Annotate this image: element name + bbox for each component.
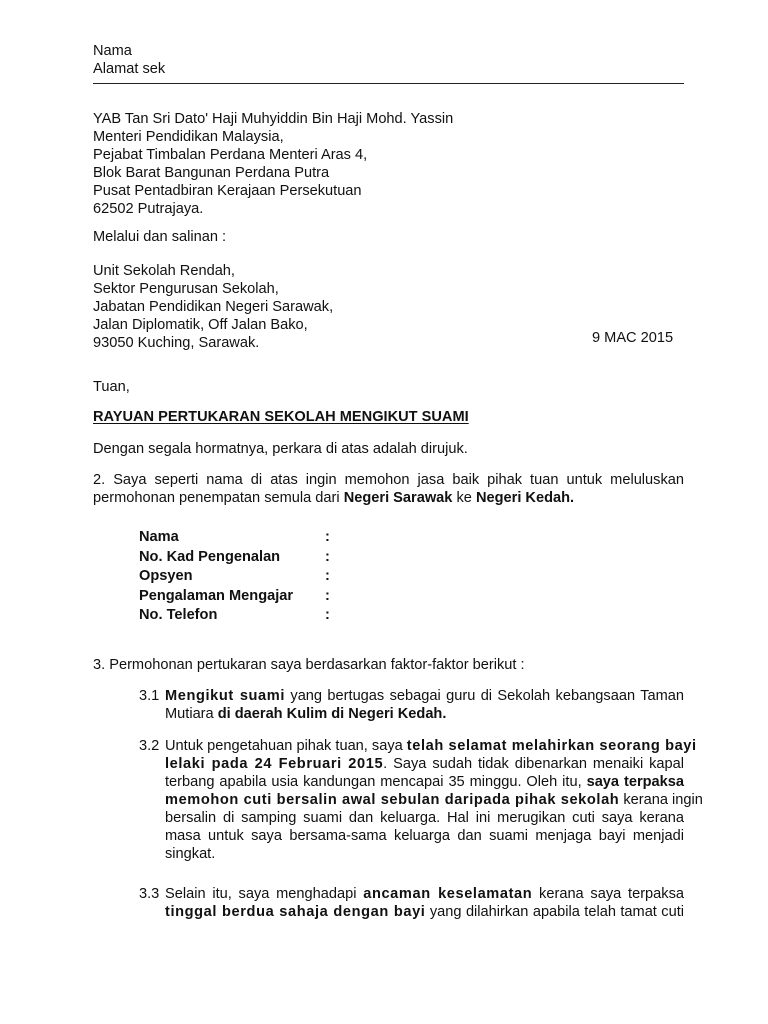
reason-item-3-3 bbox=[139, 885, 684, 921]
item-text: kerana saya terpaksa bbox=[532, 886, 684, 902]
item-body bbox=[165, 687, 684, 723]
item-bold: di daerah Kulim di Negeri Kedah. bbox=[217, 706, 447, 722]
letter-date: 9 MAC 2015 bbox=[592, 330, 674, 346]
salutation: Tuan, bbox=[93, 379, 130, 395]
item-bold: Mengikut suami bbox=[165, 688, 286, 704]
item-text: . Saya sudah tidak dibenarkan menaiki kapal bbox=[383, 756, 684, 772]
recipient-line: Menteri Pendidikan Malaysia, bbox=[93, 129, 284, 145]
copy-to-line: Jabatan Pendidikan Negeri Sarawak, bbox=[93, 299, 334, 315]
item-body bbox=[165, 885, 684, 921]
item-text: Untuk pengetahuan pihak tuan, saya bbox=[165, 738, 407, 754]
detail-label: Opsyen bbox=[139, 568, 193, 584]
to-state: Negeri Kedah. bbox=[475, 490, 575, 506]
detail-label: Nama bbox=[139, 529, 179, 545]
recipient-line: Pejabat Timbalan Perdana Menteri Aras 4, bbox=[93, 147, 368, 163]
item-bold: lelaki pada 24 Februari 2015 bbox=[165, 756, 384, 772]
item-line bbox=[165, 755, 684, 773]
item-bold: saya terpaksa bbox=[586, 774, 684, 790]
item-line bbox=[165, 903, 684, 921]
recipient-address bbox=[93, 110, 453, 218]
para2-text: ke bbox=[452, 490, 476, 506]
item-text: terbang apabila usia kandungan mencapai 35 minggu. Oleh itu, bbox=[165, 774, 587, 790]
item-line bbox=[165, 791, 703, 809]
item-bold: memohon cuti bersalin awal sebulan daripada pihak sekolah bbox=[165, 792, 620, 808]
subject-text: RAYUAN PERTUKARAN SEKOLAH MENGIKUT SUAMI bbox=[93, 409, 469, 425]
item-number: 3.2 bbox=[139, 738, 160, 754]
detail-colon: : bbox=[325, 568, 330, 584]
item-line: masa untuk saya bersama-sama keluarga dan suami menjaga bayi menjadi bbox=[165, 828, 684, 844]
detail-colon: : bbox=[325, 548, 330, 565]
copy-to-line: 93050 Kuching, Sarawak. bbox=[93, 335, 260, 351]
via-label: Melalui dan salinan : bbox=[93, 229, 227, 245]
sender-name: Nama bbox=[93, 43, 132, 59]
detail-colon: : bbox=[325, 587, 330, 604]
item-line bbox=[165, 773, 684, 791]
from-state: Negeri Sarawak bbox=[343, 490, 453, 506]
detail-colon: : bbox=[325, 607, 330, 623]
paragraph-2-line-1: 2. Saya seperti nama di atas ingin memohon jasa baik pihak tuan untuk meluluskan bbox=[93, 472, 684, 488]
item-text: Selain itu, saya menghadapi bbox=[165, 886, 364, 902]
copy-to-line: Unit Sekolah Rendah, bbox=[93, 263, 235, 279]
item-text: yang bertugas sebagai guru di Sekolah kebangsaan Taman bbox=[285, 688, 684, 704]
letter-subject bbox=[93, 408, 469, 426]
copy-to-address bbox=[93, 262, 333, 352]
detail-colon: : bbox=[325, 529, 330, 545]
paragraph-3: 3. Permohonan pertukaran saya berdasarkan faktor-faktor berikut : bbox=[93, 657, 525, 673]
recipient-line: Pusat Pentadbiran Kerajaan Persekutuan bbox=[93, 183, 362, 199]
copy-to-line: Jalan Diplomatik, Off Jalan Bako, bbox=[93, 317, 308, 333]
item-line bbox=[165, 737, 697, 755]
detail-label: Pengalaman Mengajar bbox=[139, 587, 294, 604]
recipient-line: Blok Barat Bangunan Perdana Putra bbox=[93, 165, 330, 181]
reason-item-3-1 bbox=[139, 687, 684, 723]
reason-item-3-2 bbox=[139, 737, 703, 863]
item-bold: ancaman keselamatan bbox=[363, 886, 533, 902]
opening-paragraph: Dengan segala hormatnya, perkara di atas adalah dirujuk. bbox=[93, 441, 468, 457]
recipient-line: 62502 Putrajaya. bbox=[93, 201, 204, 217]
header-divider bbox=[93, 83, 684, 84]
copy-to-line: Sektor Pengurusan Sekolah, bbox=[93, 281, 279, 297]
paragraph-2-line-2 bbox=[93, 489, 684, 507]
item-text: yang dilahirkan apabila telah tamat cuti bbox=[425, 904, 684, 920]
sender-address: Alamat sek bbox=[93, 61, 166, 77]
recipient-line: YAB Tan Sri Dato' Haji Muhyiddin Bin Haji Mohd. Yassin bbox=[93, 111, 454, 127]
paragraph-2 bbox=[93, 471, 684, 507]
detail-label: No. Telefon bbox=[139, 607, 218, 623]
item-bold: tinggal berdua sahaja dengan bayi bbox=[165, 904, 426, 920]
item-line: bersalin di samping suami dan keluarga. Hal ini merugikan cuti saya kerana bbox=[165, 810, 684, 826]
item-text: kerana ingin bbox=[619, 792, 703, 808]
item-number: 3.1 bbox=[139, 688, 160, 704]
sender-block bbox=[93, 42, 165, 78]
item-number: 3.3 bbox=[139, 886, 160, 902]
item-line bbox=[165, 705, 684, 723]
item-body bbox=[165, 737, 703, 863]
para2-text: permohonan penempatan semula dari bbox=[93, 490, 344, 506]
item-line: singkat. bbox=[165, 846, 216, 862]
item-line bbox=[165, 687, 684, 705]
item-bold: telah selamat melahirkan seorang bayi bbox=[406, 738, 697, 754]
item-text: Mutiara bbox=[165, 706, 218, 722]
item-line bbox=[165, 885, 684, 903]
detail-label: No. Kad Pengenalan bbox=[139, 548, 281, 565]
